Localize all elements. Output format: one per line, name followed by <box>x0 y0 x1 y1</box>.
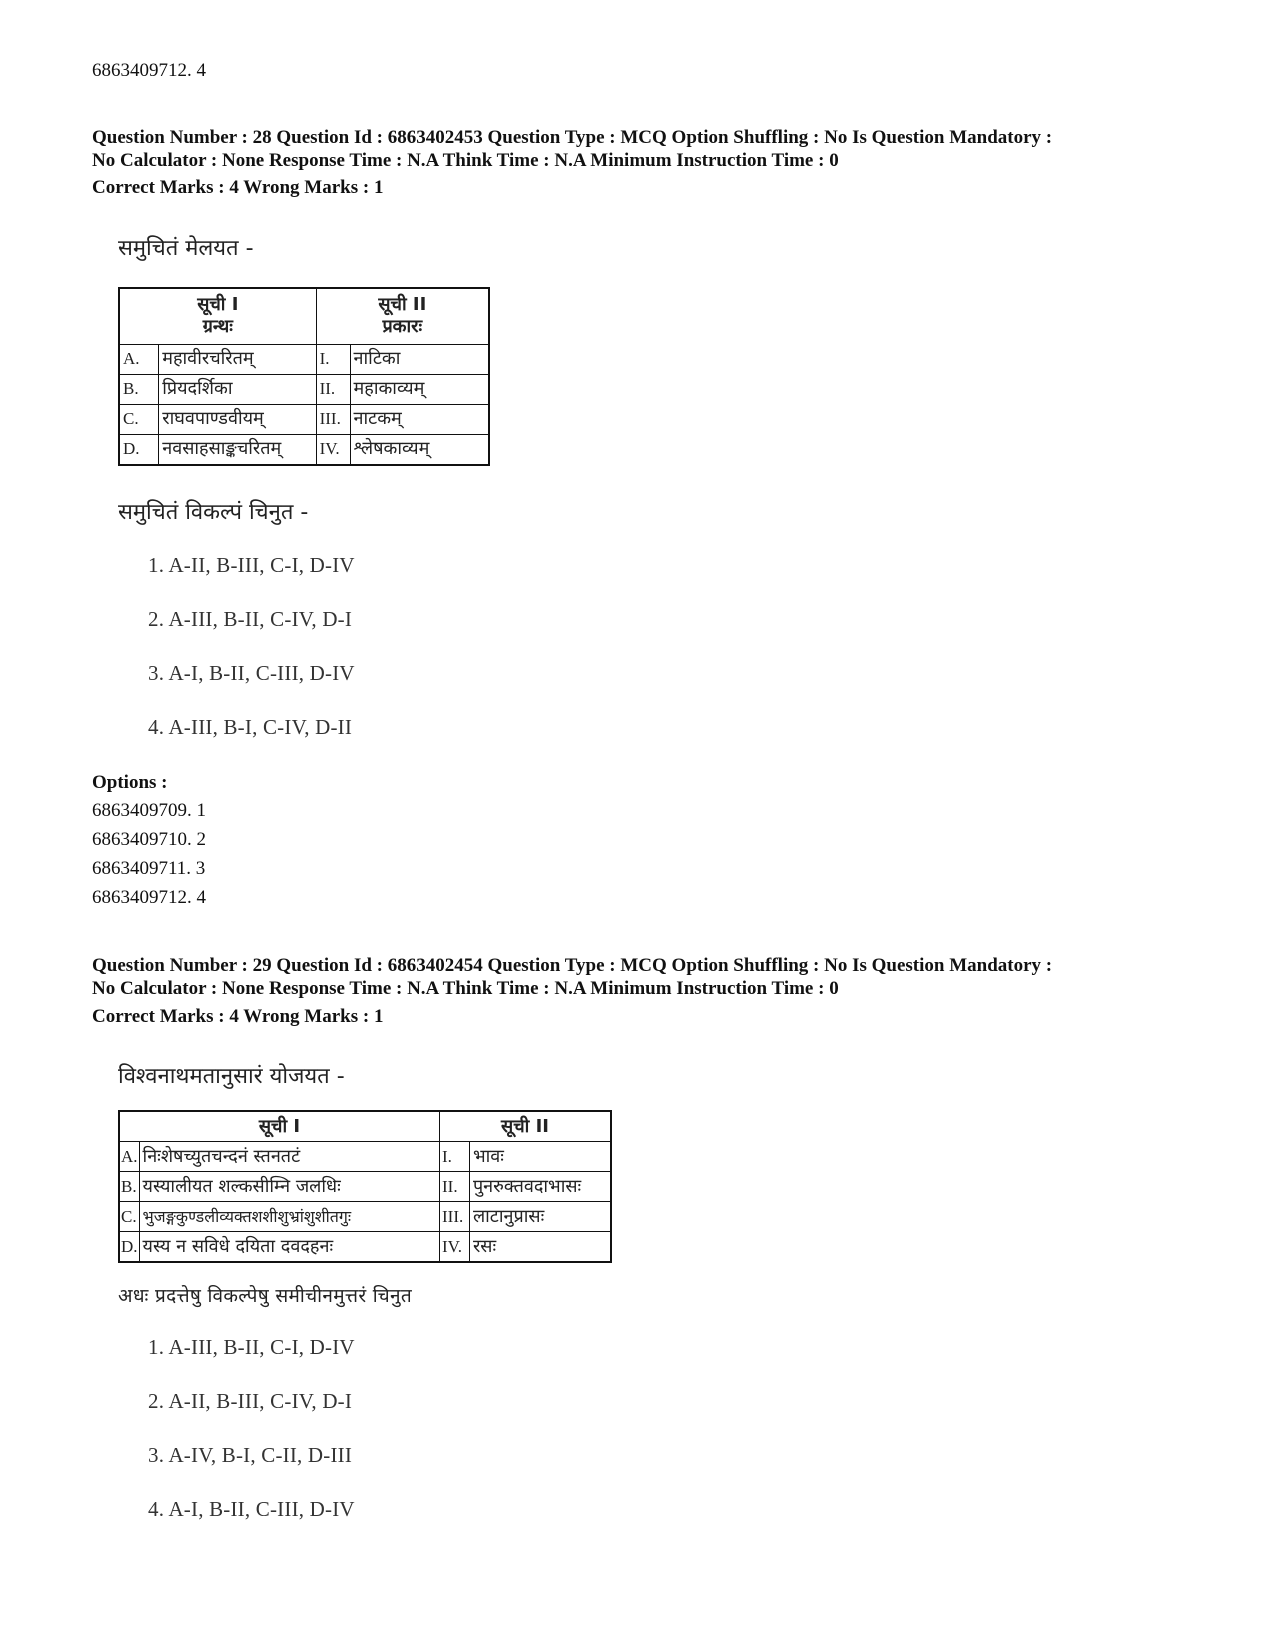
q28-prompt: समुचितं विकल्पं चिनुत - <box>118 500 309 525</box>
table-row <box>119 1172 611 1202</box>
q28-option-1: 6863409709. 1 <box>92 800 206 821</box>
q28-option-3: 6863409711. 3 <box>92 858 206 879</box>
q29-meta-line-1: Question Number : 29 Question Id : 6863402454 Question Type : MCQ Option Shuffling : No Is Question Mandatory : <box>92 955 1053 976</box>
row-key: B. <box>119 374 159 404</box>
row-numeral: IV. <box>316 434 350 465</box>
q28-list-1-header <box>119 288 316 344</box>
row-right-text: पुनरुक्तवदाभासः <box>469 1172 611 1202</box>
q28-instruction: समुचितं मेलयत - <box>118 236 254 261</box>
row-numeral: IV. <box>440 1232 470 1263</box>
table-row <box>119 434 489 465</box>
q28-option-4: 6863409712. 4 <box>92 887 206 908</box>
q29-instruction: विश्वनाथमतानुसारं योजयत - <box>118 1064 345 1089</box>
q29-prompt: अधः प्रदत्तेषु विकल्पेषु समीचीनमुत्तरं चिनुत <box>118 1285 412 1307</box>
previous-answer-line: 6863409712. 4 <box>92 60 206 81</box>
row-left-text: राघवपाण्डवीयम् <box>159 404 316 434</box>
row-left-text: भुजङ्गकुण्डलीव्यक्तशशीशुभ्रांशुशीतगुः <box>139 1202 439 1232</box>
q28-list-1-title: सूची I <box>197 294 239 316</box>
q28-meta-line-2: No Calculator : None Response Time : N.A Think Time : N.A Minimum Instruction Time : 0 <box>92 150 839 171</box>
table-row <box>119 404 489 434</box>
row-right-text: रसः <box>469 1232 611 1263</box>
q29-choice-3: 3. A-IV, B-I, C-II, D-III <box>148 1443 353 1467</box>
row-key: C. <box>119 404 159 434</box>
q28-option-2: 6863409710. 2 <box>92 829 206 850</box>
row-numeral: II. <box>440 1172 470 1202</box>
table-row <box>119 1232 611 1263</box>
q28-list-2-subtitle: प्रकारः <box>382 316 423 338</box>
table-row <box>119 374 489 404</box>
q28-marks-line: Correct Marks : 4 Wrong Marks : 1 <box>92 177 384 198</box>
row-left-text: प्रियदर्शिका <box>159 374 316 404</box>
row-key: C. <box>119 1202 139 1232</box>
q29-choice-1: 1. A-III, B-II, C-I, D-IV <box>148 1335 355 1359</box>
q28-list-2-title: सूची II <box>378 294 427 316</box>
q29-choice-4: 4. A-I, B-II, C-III, D-IV <box>148 1497 355 1521</box>
row-left-text: यस्यालीयत शल्कसीम्नि जलधिः <box>139 1172 439 1202</box>
q28-choice-4: 4. A-III, B-I, C-IV, D-II <box>148 715 353 739</box>
row-numeral: II. <box>316 374 350 404</box>
q29-list-2-header: सूची II <box>440 1111 611 1142</box>
row-right-text: श्लेषकाव्यम् <box>350 434 489 465</box>
row-right-text: नाटकम् <box>350 404 489 434</box>
q29-match-table <box>118 1110 612 1263</box>
row-right-text: भावः <box>469 1142 611 1172</box>
row-numeral: I. <box>440 1142 470 1172</box>
table-row <box>119 1202 611 1232</box>
row-key: A. <box>119 1142 139 1172</box>
table-row <box>119 1142 611 1172</box>
q28-choice-1: 1. A-II, B-III, C-I, D-IV <box>148 553 355 577</box>
q28-options-label: Options : <box>92 772 168 793</box>
q29-meta-line-2: No Calculator : None Response Time : N.A Think Time : N.A Minimum Instruction Time : 0 <box>92 978 839 999</box>
q29-choice-2: 2. A-II, B-III, C-IV, D-I <box>148 1389 353 1413</box>
q28-list-1-subtitle: ग्रन्थः <box>202 316 233 338</box>
row-key: D. <box>119 434 159 465</box>
q28-choice-2: 2. A-III, B-II, C-IV, D-I <box>148 607 353 631</box>
q29-marks-line: Correct Marks : 4 Wrong Marks : 1 <box>92 1006 384 1027</box>
row-key: D. <box>119 1232 139 1263</box>
row-left-text: नवसाहसाङ्कचरितम् <box>159 434 316 465</box>
row-right-text: महाकाव्यम् <box>350 374 489 404</box>
row-numeral: I. <box>316 344 350 374</box>
q28-list-2-header <box>316 288 489 344</box>
q28-choice-3: 3. A-I, B-II, C-III, D-IV <box>148 661 355 685</box>
q28-meta-line-1: Question Number : 28 Question Id : 6863402453 Question Type : MCQ Option Shuffling : No Is Question Mandatory : <box>92 127 1053 148</box>
row-key: A. <box>119 344 159 374</box>
q28-match-table <box>118 287 490 466</box>
row-key: B. <box>119 1172 139 1202</box>
row-right-text: लाटानुप्रासः <box>469 1202 611 1232</box>
row-left-text: महावीरचरितम् <box>159 344 316 374</box>
row-numeral: III. <box>440 1202 470 1232</box>
q29-list-1-header: सूची I <box>119 1111 440 1142</box>
row-left-text: यस्य न सविधे दयिता दवदहनः <box>139 1232 439 1263</box>
row-left-text: निःशेषच्युतचन्दनं स्तनतटं <box>139 1142 439 1172</box>
row-right-text: नाटिका <box>350 344 489 374</box>
table-row <box>119 344 489 374</box>
row-numeral: III. <box>316 404 350 434</box>
